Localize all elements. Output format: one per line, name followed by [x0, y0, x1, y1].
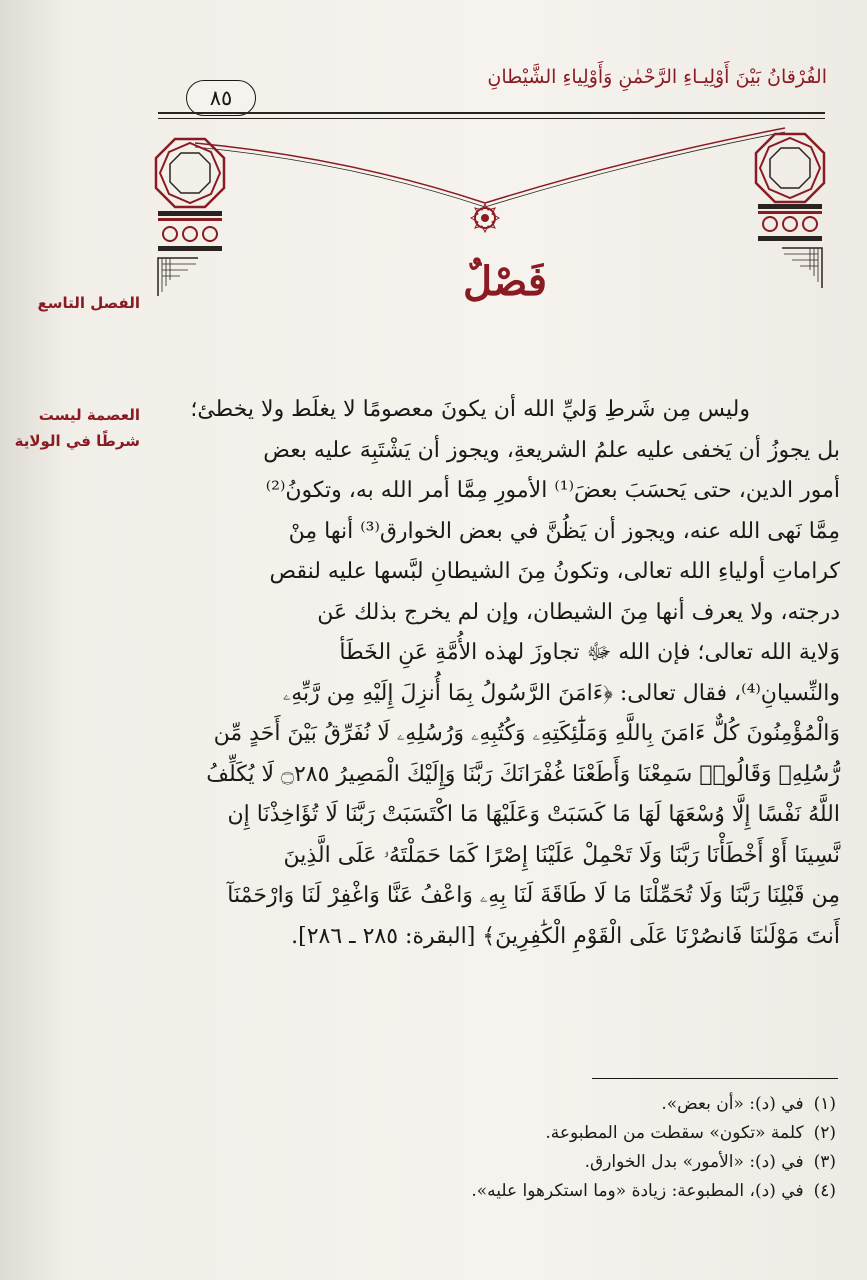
header-rule: [158, 112, 825, 114]
margin-note-topic: العصمة ليست شرطًا في الولاية: [14, 406, 140, 450]
page-number: ٨٥: [186, 80, 256, 116]
quran-line: أَنتَ مَوْلَىٰنَا فَانصُرْنَا عَلَى الْقَوْمِ الْكَٰفِرِينَ﴾ [البقرة: ٢٨٥ ـ ٢٨٦].: [291, 923, 840, 949]
text-line: وليس مِن شَرطِ وَليِّ الله أن يكونَ معصومًا لا يغلَط ولا يخطئ؛: [190, 397, 750, 422]
footnote-number: (٤): [813, 1181, 836, 1201]
text-line: مِمَّا نَهى الله عنه، ويجوز أن يَظُنَّ في بعض الخوارق⁽³⁾ أنها مِنْ: [288, 518, 840, 544]
octagon-star-ornament-icon: [756, 134, 824, 202]
section-title: فَصْلٌ: [462, 258, 548, 305]
footnote: [200, 1148, 836, 1177]
margin-note-chapter: الفصل التاسع: [37, 294, 140, 312]
quran-line: مِن قَبْلِنَا رَبَّنَا وَلَا تُحَمِّلْنَا مَا لَا طَاقَةَ لَنَا بِهِۦ وَاعْفُ عَنَّا وَاغْفِرْ لَنَا وَارْحَمْنَآ: [227, 883, 840, 908]
footnote: [200, 1119, 836, 1148]
quran-line: نَّسِينَا أَوْ أَخْطَأْنَا رَبَّنَا وَلَا تَحْمِلْ عَلَيْنَا إِصْرًا كَمَا حَمَلْتَهُۥ عَلَى الَّذِينَ: [283, 842, 840, 868]
footnote: [200, 1177, 836, 1206]
footnote-text: في (د)، المطبوعة: زيادة «وما استكرهوا عليه».: [471, 1181, 804, 1201]
footnote-divider: [592, 1078, 838, 1079]
footnote-number: (٢): [813, 1123, 836, 1143]
rosette-row-left: [163, 227, 217, 241]
quran-line: وَالْمُؤْمِنُونَ كُلٌّ ءَامَنَ بِاللَّهِ وَمَلَٰٓئِكَتِهِۦ وَكُتُبِهِۦ وَرُسُلِهِۦ لَا نُفَرِّقُ بَيْنَ أَحَدٍ مِّن: [213, 721, 840, 746]
footnotes: [200, 1090, 836, 1206]
rosette-row-right: [763, 217, 817, 231]
footnote: [200, 1090, 836, 1119]
text-line: درجته، ولا يعرف أنها مِنَ الشيطان، وإن لم يخرج بذلك عَن: [317, 599, 840, 625]
rosette-icon: [471, 204, 499, 232]
footnote-text: كلمة «تكون» سقطت من المطبوعة.: [545, 1123, 804, 1143]
text-line: كراماتِ أولياءِ الله تعالى، وتكونُ مِنَ الشيطانِ لبَّسها عليه لنقص: [269, 559, 840, 584]
footnote-number: (١): [813, 1094, 836, 1114]
octagon-star-ornament-icon: [156, 139, 224, 207]
quran-line: رُّسُلِهِۦ وَقَالُوا۟ سَمِعْنَا وَأَطَعْنَا غُفْرَانَكَ رَبَّنَا وَإِلَيْكَ الْمَصِيرُ ۝٢٨٥ لَا يُكَلِّفُ: [206, 761, 840, 787]
footnote-text: في (د): «الأمور» بدل الخوارق.: [584, 1152, 804, 1172]
text-line: بل يجوزُ أن يَخفى عليه علمُ الشريعةِ، ويجوز أن يَشْتَبِهَ عليه بعض: [263, 437, 840, 463]
quran-line: اللَّهُ نَفْسًا إِلَّا وُسْعَهَا لَهَا مَا كَسَبَتْ وَعَلَيْهَا مَا اكْتَسَبَتْ رَبَّنَا لَا تُؤَاخِذْنَا إِن: [227, 802, 840, 827]
footnote-text: في (د): «أن بعض».: [661, 1094, 804, 1114]
text-line: وَلاية الله تعالى؛ فإن الله ﷻ تجاوزَ لهذه الأُمَّةِ عَنِ الخَطَأ: [339, 640, 840, 665]
footnote-number: (٣): [813, 1152, 836, 1172]
running-header-title: الفُرْقانُ بَيْنَ أَوْلِيـاءِ الرَّحْمٰنِ وَأَوْلِياءِ الشَّيْطانِ: [487, 66, 827, 88]
text-line: أمور الدين، حتى يَحسَبَ بعضَ⁽¹⁾ الأمورِ مِمَّا أمر الله به، وتكونُ⁽²⁾: [265, 478, 840, 503]
main-text: [150, 390, 840, 957]
text-line: والنِّسيانِ⁽⁴⁾، فقال تعالى: ﴿ءَامَنَ الرَّسُولُ بِمَا أُنزِلَ إِلَيْهِ مِن رَّبِّهِۦ: [282, 680, 840, 706]
